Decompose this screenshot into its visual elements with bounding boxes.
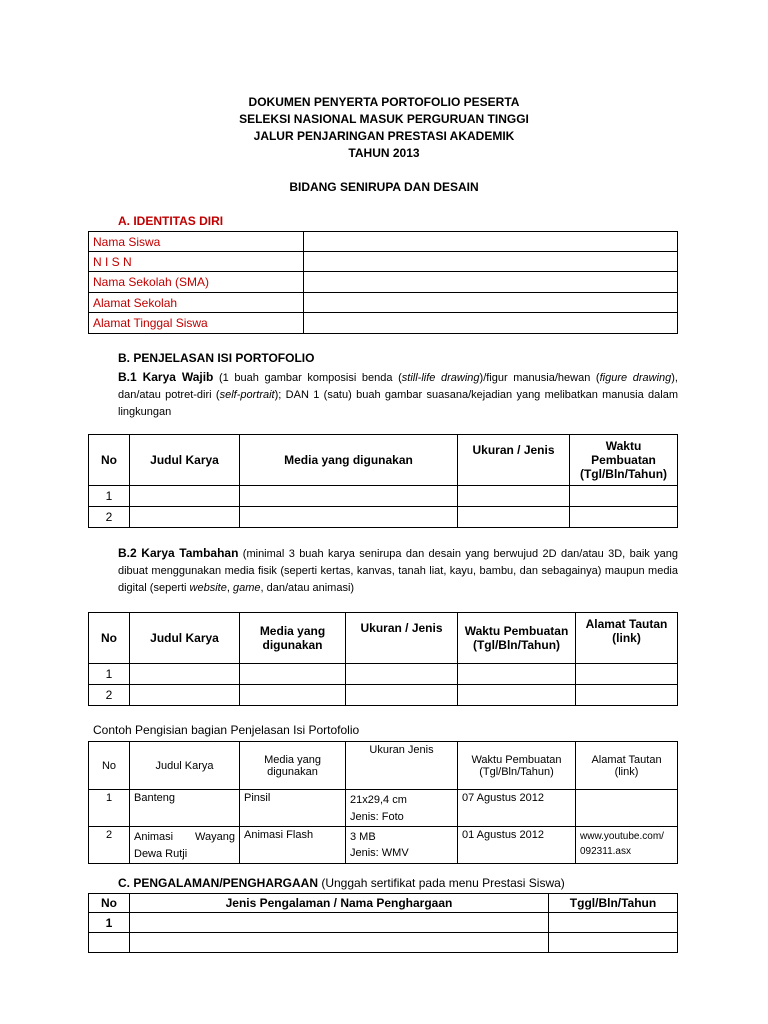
- table-cell[interactable]: [240, 486, 458, 507]
- row-number: 1: [89, 913, 130, 933]
- row-number: 1: [89, 486, 130, 507]
- col-header: Judul Karya: [130, 742, 240, 790]
- row-number: 2: [89, 827, 130, 864]
- col-header: Waktu Pembuatan (Tgl/Bln/Tahun): [458, 742, 576, 790]
- section-c-title-line: [118, 876, 565, 890]
- b1-heading: B.1 Karya Wajib: [118, 370, 214, 384]
- b1-text: )/figur manusia/hewan (: [479, 372, 600, 384]
- example-type: Jenis: Foto: [350, 811, 404, 823]
- col-header: Media yang digunakan: [240, 742, 346, 790]
- table-header-row: [89, 742, 678, 790]
- identity-row: [89, 313, 678, 334]
- identity-value[interactable]: [304, 272, 678, 293]
- col-header: No: [89, 894, 130, 913]
- col-header: Waktu Pembuatan (Tgl/Bln/Tahun): [570, 435, 678, 486]
- b1-description: [118, 369, 678, 421]
- example-waktu: 07 Agustus 2012: [458, 790, 576, 827]
- table-row: [89, 790, 678, 827]
- col-header: Ukuran Jenis: [346, 742, 458, 790]
- b1-text: ), dan/atau potret-diri (: [118, 372, 678, 401]
- b2-text: ,: [226, 582, 233, 594]
- col-header: No: [89, 435, 130, 486]
- table-header-row: [89, 435, 678, 486]
- identity-label: Nama Siswa: [89, 232, 304, 252]
- pengalaman-table: [88, 893, 678, 953]
- b2-italic: website: [189, 582, 227, 594]
- identity-row: [89, 272, 678, 293]
- row-number: 2: [89, 507, 130, 528]
- identity-label: Nama Sekolah (SMA): [89, 272, 304, 293]
- doc-title-line3: JALUR PENJARINGAN PRESTASI AKADEMIK: [253, 129, 515, 143]
- col-header: Jenis Pengalaman / Nama Penghargaan: [130, 894, 549, 913]
- example-table: [88, 741, 678, 864]
- example-size: 21x29,4 cm: [350, 794, 407, 806]
- table-cell[interactable]: [570, 507, 678, 528]
- b1-italic: still-life drawing: [401, 372, 480, 384]
- table-cell[interactable]: [549, 913, 678, 933]
- b1-italic: figure drawing: [599, 372, 672, 384]
- col-header: Tggl/Bln/Tahun: [549, 894, 678, 913]
- col-header: Waktu Pembuatan (Tgl/Bln/Tahun): [458, 613, 576, 664]
- b2-text: , dan/atau animasi): [260, 582, 355, 594]
- karya-tambahan-table: [88, 612, 678, 706]
- table-cell[interactable]: [570, 486, 678, 507]
- doc-title-line2: SELEKSI NASIONAL MASUK PERGURUAN TINGGI: [239, 112, 529, 126]
- karya-wajib-table: [88, 434, 678, 528]
- table-cell[interactable]: [549, 933, 678, 953]
- col-header: Media yang digunakan: [240, 435, 458, 486]
- identity-table: [88, 231, 678, 334]
- b2-heading: B.2 Karya Tambahan: [118, 546, 239, 560]
- row-number: 2: [89, 685, 130, 706]
- example-ukuran: [346, 827, 458, 864]
- example-media: Pinsil: [240, 790, 346, 827]
- table-row: [89, 507, 678, 528]
- doc-title-line4: TAHUN 2013: [348, 146, 420, 160]
- col-header: No: [89, 613, 130, 664]
- b1-text: ); DAN 1 (satu) buah gambar suasana/kejadian yang melibatkan manusia dalam lingkungan: [118, 389, 678, 418]
- example-link: www.youtube.com/ 092311.asx: [576, 827, 678, 864]
- row-number: 1: [89, 790, 130, 827]
- table-header-row: [89, 613, 678, 664]
- table-cell[interactable]: [130, 486, 240, 507]
- example-title: Contoh Pengisian bagian Penjelasan Isi Portofolio: [93, 723, 360, 737]
- table-cell[interactable]: [130, 933, 549, 953]
- col-header: Judul Karya: [130, 435, 240, 486]
- col-header: Ukuran / Jenis: [458, 435, 570, 486]
- example-media: Animasi Flash: [240, 827, 346, 864]
- col-header: Alamat Tautan (link): [576, 742, 678, 790]
- identity-label: N I S N: [89, 252, 304, 272]
- example-size: 3 MB: [350, 831, 376, 843]
- table-cell[interactable]: [240, 664, 346, 685]
- identity-row: [89, 232, 678, 252]
- identity-value[interactable]: [304, 252, 678, 272]
- section-c-note: (Unggah sertifikat pada menu Prestasi Siswa): [318, 876, 565, 890]
- table-cell[interactable]: [576, 664, 678, 685]
- b2-italic: game: [232, 582, 261, 594]
- section-a-title: A. IDENTITAS DIRI: [118, 214, 224, 228]
- table-row: [89, 685, 678, 706]
- b1-italic: self-portrait: [219, 389, 275, 401]
- table-cell[interactable]: [458, 486, 570, 507]
- table-cell[interactable]: [130, 507, 240, 528]
- identity-row: [89, 252, 678, 272]
- identity-value[interactable]: [304, 232, 678, 252]
- table-row: [89, 913, 678, 933]
- table-row: [89, 827, 678, 864]
- identity-row: [89, 293, 678, 313]
- identity-value[interactable]: [304, 293, 678, 313]
- table-cell[interactable]: [458, 507, 570, 528]
- col-header: Alamat Tautan (link): [576, 613, 678, 664]
- row-number: 1: [89, 664, 130, 685]
- doc-title-line1: DOKUMEN PENYERTA PORTOFOLIO PESERTA: [248, 95, 520, 109]
- example-ukuran: [346, 790, 458, 827]
- b2-description: [118, 545, 678, 597]
- table-row: [89, 486, 678, 507]
- table-row: [89, 664, 678, 685]
- row-number: [89, 933, 130, 953]
- table-cell[interactable]: [130, 664, 240, 685]
- b2-text: (minimal 3 buah karya senirupa dan desain yang berwujud 2D dan/atau 3D, baik yang dibuat menggunakan media fisik (seperti kertas, kanvas, tanah liat, kayu, bambu, dan sebagainya) maupun media digital (seperti: [118, 548, 678, 594]
- table-row: [89, 933, 678, 953]
- table-cell[interactable]: [458, 664, 576, 685]
- table-header-row: [89, 894, 678, 913]
- section-c-title: C. PENGALAMAN/PENGHARGAAN: [118, 876, 319, 890]
- section-b-title: B. PENJELASAN ISI PORTOFOLIO: [118, 351, 315, 365]
- example-waktu: 01 Agustus 2012: [458, 827, 576, 864]
- col-header: No: [89, 742, 130, 790]
- table-cell[interactable]: [458, 685, 576, 706]
- col-header: Ukuran / Jenis: [346, 613, 458, 664]
- doc-field-title: BIDANG SENIRUPA DAN DESAIN: [289, 180, 479, 194]
- table-cell[interactable]: [130, 913, 549, 933]
- col-header: Media yang digunakan: [240, 613, 346, 664]
- col-header: Judul Karya: [130, 613, 240, 664]
- table-cell[interactable]: [130, 685, 240, 706]
- identity-value[interactable]: [304, 313, 678, 334]
- example-judul: Animasi Wayang Dewa Rutji: [130, 827, 240, 864]
- example-type: Jenis: WMV: [350, 847, 409, 859]
- table-cell[interactable]: [576, 685, 678, 706]
- table-cell[interactable]: [240, 685, 346, 706]
- example-link: [576, 790, 678, 827]
- example-judul: Banteng: [130, 790, 240, 827]
- table-cell[interactable]: [240, 507, 458, 528]
- b1-text: (1 buah gambar komposisi benda (: [213, 372, 402, 384]
- table-cell[interactable]: [346, 664, 458, 685]
- identity-label: Alamat Tinggal Siswa: [89, 313, 304, 334]
- table-cell[interactable]: [346, 685, 458, 706]
- identity-label: Alamat Sekolah: [89, 293, 304, 313]
